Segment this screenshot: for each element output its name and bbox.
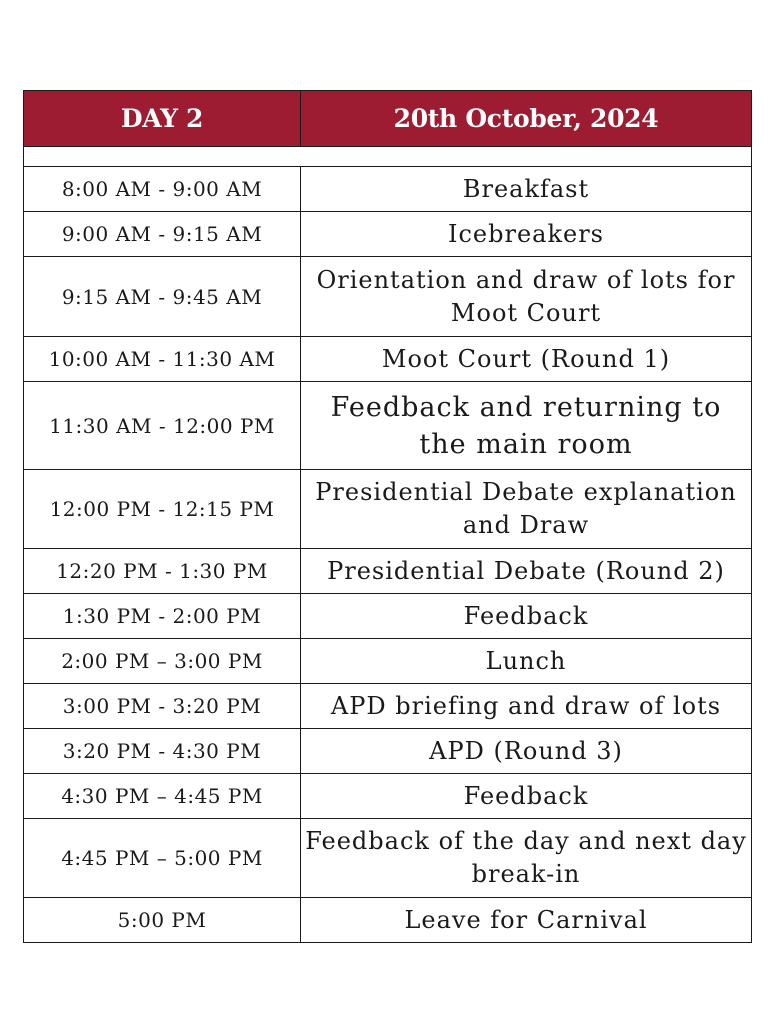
- activity-cell: Feedback: [301, 774, 752, 819]
- activity-cell: Presidential Debate explanation and Draw: [301, 470, 752, 549]
- activity-cell: Icebreakers: [301, 212, 752, 257]
- activity-cell: APD briefing and draw of lots: [301, 684, 752, 729]
- time-cell: 9:00 AM - 9:15 AM: [24, 212, 301, 257]
- activity-cell: Lunch: [301, 639, 752, 684]
- time-cell: 10:00 AM - 11:30 AM: [24, 337, 301, 382]
- time-cell: 1:30 PM - 2:00 PM: [24, 594, 301, 639]
- table-row: [24, 639, 752, 684]
- time-cell: 9:15 AM - 9:45 AM: [24, 257, 301, 337]
- activity-cell: Moot Court (Round 1): [301, 337, 752, 382]
- time-cell: 5:00 PM: [24, 898, 301, 943]
- activity-cell: Feedback: [301, 594, 752, 639]
- table-row: [24, 729, 752, 774]
- table-row: [24, 337, 752, 382]
- table-row: [24, 212, 752, 257]
- schedule-table: [23, 90, 752, 943]
- time-cell: 11:30 AM - 12:00 PM: [24, 382, 301, 470]
- day-label: DAY 2: [24, 91, 301, 147]
- table-row: [24, 898, 752, 943]
- activity-cell: Feedback of the day and next day break-in: [301, 819, 752, 898]
- table-row: [24, 470, 752, 549]
- activity-cell: Leave for Carnival: [301, 898, 752, 943]
- table-row: [24, 167, 752, 212]
- table-row: [24, 774, 752, 819]
- spacer-row: [24, 147, 752, 167]
- activity-cell: Breakfast: [301, 167, 752, 212]
- time-cell: 8:00 AM - 9:00 AM: [24, 167, 301, 212]
- activity-cell: Presidential Debate (Round 2): [301, 549, 752, 594]
- time-cell: 3:00 PM - 3:20 PM: [24, 684, 301, 729]
- table-row: [24, 257, 752, 337]
- date-label: 20th October, 2024: [301, 91, 752, 147]
- table-row: [24, 819, 752, 898]
- table-row: [24, 382, 752, 470]
- time-cell: 2:00 PM – 3:00 PM: [24, 639, 301, 684]
- activity-cell: APD (Round 3): [301, 729, 752, 774]
- table-row: [24, 594, 752, 639]
- table-row: [24, 684, 752, 729]
- time-cell: 12:20 PM - 1:30 PM: [24, 549, 301, 594]
- header-row: [24, 91, 752, 147]
- activity-cell: Feedback and returning to the main room: [301, 382, 752, 470]
- time-cell: 12:00 PM - 12:15 PM: [24, 470, 301, 549]
- activity-cell: Orientation and draw of lots for Moot Court: [301, 257, 752, 337]
- time-cell: 4:30 PM – 4:45 PM: [24, 774, 301, 819]
- time-cell: 4:45 PM – 5:00 PM: [24, 819, 301, 898]
- time-cell: 3:20 PM - 4:30 PM: [24, 729, 301, 774]
- table-row: [24, 549, 752, 594]
